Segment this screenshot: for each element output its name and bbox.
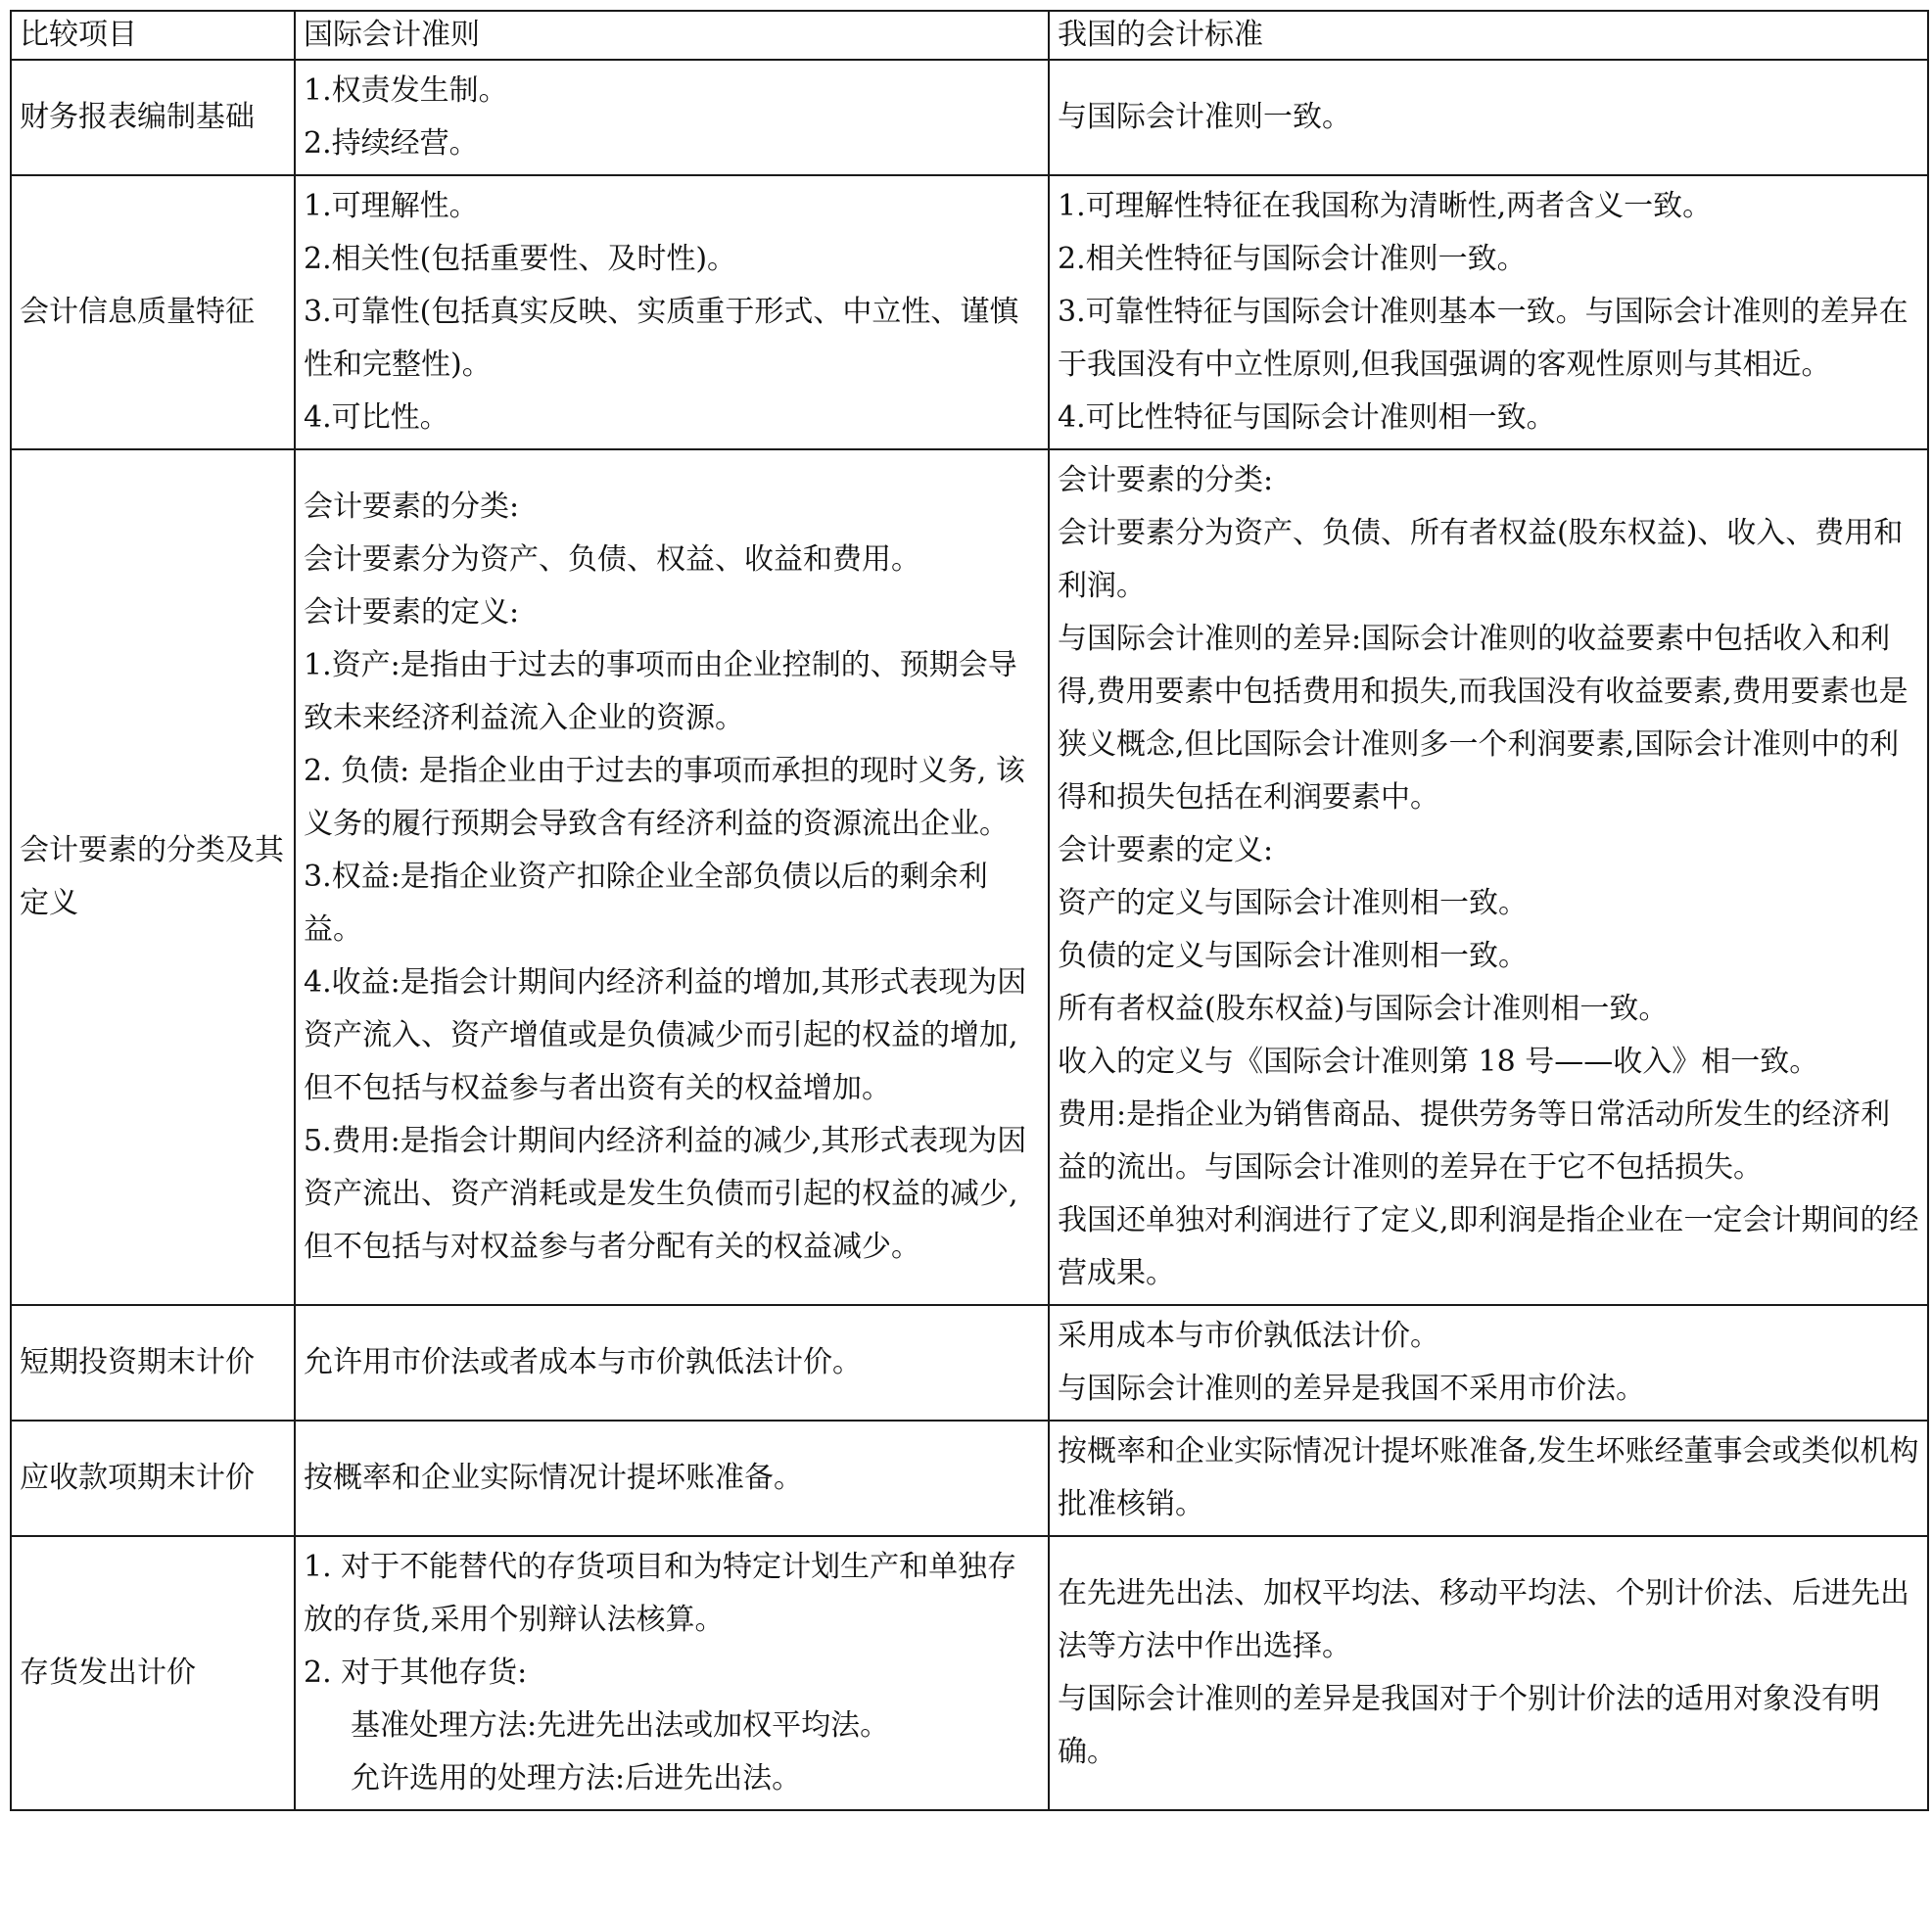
cn-line: 所有者权益(股东权益)与国际会计准则相一致。 — [1058, 992, 1669, 1026]
cn-line: 在先进先出法、加权平均法、移动平均法、个别计价法、后进先出法等方法中作出选择。 — [1058, 1576, 1909, 1663]
ias-line: 3.可靠性(包括真实反映、实质重于形式、中立性、谨慎性和完整性)。 — [304, 295, 1019, 382]
ias-line: 基准处理方法:先进先出法或加权平均法。 — [351, 1708, 890, 1743]
ias-line: 3.权益:是指企业资产扣除企业全部负债以后的剩余利益。 — [304, 860, 988, 947]
cn-line: 采用成本与市价孰低法计价。 — [1058, 1319, 1439, 1353]
ias-line: 会计要素的定义: — [304, 595, 520, 630]
ias-line: 允许用市价法或者成本与市价孰低法计价。 — [304, 1345, 862, 1379]
ias-line: 1.资产:是指由于过去的事项而由企业控制的、预期会导致未来经济利益流入企业的资源。 — [304, 648, 1017, 735]
cn-line: 收入的定义与《国际会计准则第 18 号——收入》相一致。 — [1058, 1045, 1819, 1079]
cn-line: 资产的定义与国际会计准则相一致。 — [1058, 886, 1528, 920]
table-header-row — [11, 11, 1928, 60]
ias-line: 允许选用的处理方法:后进先出法。 — [351, 1761, 802, 1795]
comparison-table — [10, 10, 1929, 1811]
cn-line: 会计要素的分类: — [1058, 463, 1274, 497]
header-item: 比较项目 — [11, 11, 295, 60]
row-cn — [1049, 60, 1928, 175]
ias-line: 1. 对于不能替代的存货项目和为特定计划生产和单独存放的存货,采用个别辩认法核算。 — [304, 1550, 1017, 1637]
table-row — [11, 1305, 1928, 1421]
ias-line: 4.可比性。 — [304, 400, 449, 435]
row-ias — [295, 60, 1049, 175]
ias-line: 会计要素的分类: — [304, 490, 520, 524]
row-ias — [295, 175, 1049, 449]
row-cn — [1049, 1305, 1928, 1421]
table-row — [11, 60, 1928, 175]
row-item: 应收款项期末计价 — [11, 1421, 295, 1536]
ias-line: 按概率和企业实际情况计提坏账准备。 — [304, 1461, 803, 1495]
row-item: 财务报表编制基础 — [11, 60, 295, 175]
row-item: 会计信息质量特征 — [11, 175, 295, 449]
cn-line: 1.可理解性特征在我国称为清晰性,两者含义一致。 — [1058, 189, 1713, 223]
ias-line: 5.费用:是指会计期间内经济利益的减少,其形式表现为因资产流出、资产消耗或是发生负债而引起的权益的减少, 但不包括与对权益参与者分配有关的权益减少。 — [304, 1124, 1027, 1264]
cn-line: 2.相关性特征与国际会计准则一致。 — [1058, 242, 1527, 276]
table-row — [11, 449, 1928, 1305]
cn-line: 我国还单独对利润进行了定义,即利润是指企业在一定会计期间的经营成果。 — [1058, 1203, 1919, 1290]
row-ias — [295, 1421, 1049, 1536]
cn-line: 与国际会计准则一致。 — [1058, 100, 1351, 134]
cn-line: 费用:是指企业为销售商品、提供劳务等日常活动所发生的经济利益的流出。与国际会计准则的差异在于它不包括损失。 — [1058, 1097, 1891, 1185]
row-cn — [1049, 1421, 1928, 1536]
ias-line: 1.可理解性。 — [304, 189, 479, 223]
ias-line: 2.相关性(包括重要性、及时性)。 — [304, 242, 737, 276]
header-cn: 我国的会计标准 — [1049, 11, 1928, 60]
row-ias — [295, 1536, 1049, 1810]
row-ias — [295, 1305, 1049, 1421]
row-item: 会计要素的分类及其定义 — [11, 449, 295, 1305]
row-cn — [1049, 175, 1928, 449]
cn-line: 与国际会计准则的差异:国际会计准则的收益要素中包括收入和利得,费用要素中包括费用和损失,而我国没有收益要素,费用要素也是狭义概念,但比国际会计准则多一个利润要素,国际会计准则中的利得和损失包括在利润要素中。 — [1058, 622, 1908, 815]
ias-line: 2.持续经营。 — [304, 126, 479, 161]
cn-line: 4.可比性特征与国际会计准则相一致。 — [1058, 400, 1556, 435]
table-row — [11, 1536, 1928, 1810]
row-ias — [295, 449, 1049, 1305]
table-row — [11, 175, 1928, 449]
ias-line: 2. 负债: 是指企业由于过去的事项而承担的现时义务, 该义务的履行预期会导致含有经济利益的资源流出企业。 — [304, 754, 1025, 841]
cn-line: 与国际会计准则的差异是我国对于个别计价法的适用对象没有明确。 — [1058, 1682, 1880, 1769]
cn-line: 会计要素的定义: — [1058, 833, 1274, 867]
ias-line: 1.权责发生制。 — [304, 73, 508, 108]
ias-line: 4.收益:是指会计期间内经济利益的增加,其形式表现为因资产流入、资产增值或是负债减少而引起的权益的增加, 但不包括与权益参与者出资有关的权益增加。 — [304, 965, 1027, 1105]
cn-line: 按概率和企业实际情况计提坏账准备,发生坏账经董事会或类似机构批准核销。 — [1058, 1434, 1919, 1521]
table-row — [11, 1421, 1928, 1536]
header-ias: 国际会计准则 — [295, 11, 1049, 60]
cn-line: 3.可靠性特征与国际会计准则基本一致。与国际会计准则的差异在于我国没有中立性原则,但我国强调的客观性原则与其相近。 — [1058, 295, 1908, 382]
ias-line: 2. 对于其他存货: — [304, 1656, 528, 1690]
cn-line: 会计要素分为资产、负债、所有者权益(股东权益)、收入、费用和利润。 — [1058, 516, 1904, 603]
row-item: 短期投资期末计价 — [11, 1305, 295, 1421]
row-cn — [1049, 449, 1928, 1305]
cn-line: 与国际会计准则的差异是我国不采用市价法。 — [1058, 1372, 1645, 1406]
row-cn — [1049, 1536, 1928, 1810]
row-item: 存货发出计价 — [11, 1536, 295, 1810]
ias-line: 会计要素分为资产、负债、权益、收益和费用。 — [304, 542, 920, 577]
cn-line: 负债的定义与国际会计准则相一致。 — [1058, 939, 1528, 973]
